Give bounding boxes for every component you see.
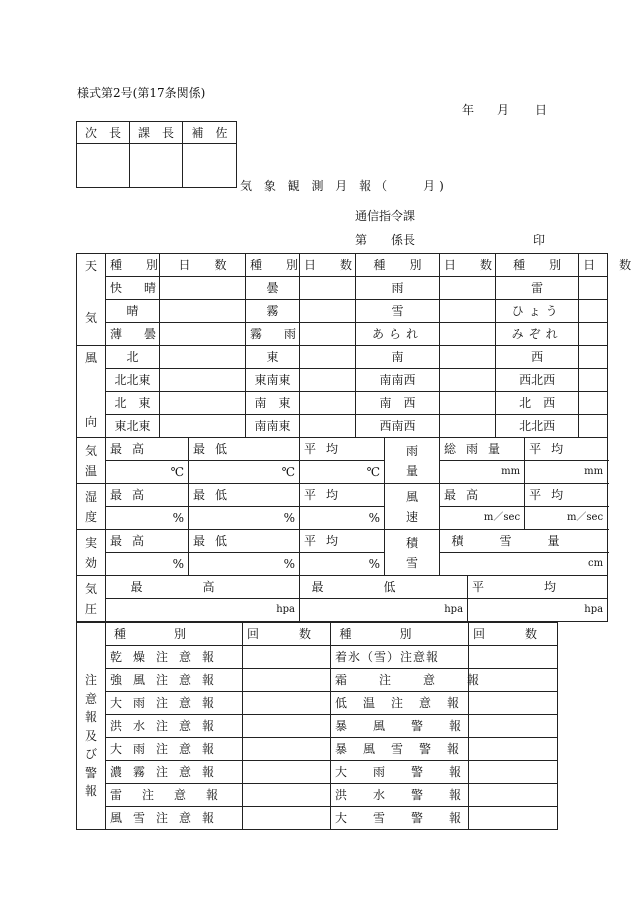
approval-stamp-box[interactable] xyxy=(130,144,183,188)
wind-direction: 南南東 xyxy=(246,415,300,438)
humidity-avg-label: 平均 xyxy=(300,484,385,507)
approval-stamp-table xyxy=(76,121,237,188)
label-char: 雨 xyxy=(406,443,419,458)
pressure-section-label xyxy=(77,576,106,622)
days-cell[interactable] xyxy=(579,415,608,438)
chief-label: 第 係長 xyxy=(355,233,416,247)
warning-type: 大雨注意報 xyxy=(106,738,243,761)
days-cell[interactable] xyxy=(160,369,246,392)
humidity-avg-value[interactable]: % xyxy=(300,507,385,530)
days-cell[interactable] xyxy=(579,346,608,369)
warning-type: 着氷（雪）注意報 xyxy=(331,646,469,669)
temp-min-label: 最低 xyxy=(189,438,300,461)
rain-total-label: 総雨量 xyxy=(440,438,525,461)
wind-direction: 北 東 xyxy=(106,392,160,415)
warning-type: 暴風警報 xyxy=(331,715,469,738)
wind-direction: 南 東 xyxy=(246,392,300,415)
rain-avg-value[interactable]: mm xyxy=(525,461,608,484)
weather-kind: 霧 xyxy=(246,300,300,323)
warnings-section-label xyxy=(77,623,106,830)
label-char: 気 xyxy=(84,443,97,458)
wind-direction: 南 西 xyxy=(356,392,440,415)
rain-total-value[interactable]: mm xyxy=(440,461,525,484)
humidity-min-label: 最低 xyxy=(189,484,300,507)
humidity-max-value[interactable]: % xyxy=(106,507,189,530)
eff-max-label: 最高 xyxy=(106,530,189,553)
days-cell[interactable] xyxy=(579,277,608,300)
days-cell[interactable] xyxy=(579,369,608,392)
days-cell[interactable] xyxy=(160,415,246,438)
weather-kind: 快 晴 xyxy=(106,277,160,300)
weather-section-label xyxy=(77,254,106,346)
count-cell[interactable] xyxy=(243,738,331,761)
warning-type: 洪水注意報 xyxy=(106,715,243,738)
pressure-avg-value[interactable]: hpa xyxy=(468,599,608,622)
label-char: 気 xyxy=(84,581,97,596)
windspeed-avg-label: 平均 xyxy=(525,484,608,507)
form-number: 様式第2号(第17条関係) xyxy=(77,86,206,100)
weather-kind: 曇 xyxy=(246,277,300,300)
date-year: 年 xyxy=(462,103,475,117)
warning-type: 大雪警報 xyxy=(331,807,469,830)
date-month: 月 xyxy=(497,103,510,117)
label-char: 湿 xyxy=(84,489,97,504)
label-char: 効 xyxy=(84,555,97,570)
eff-avg-label: 平均 xyxy=(300,530,385,553)
count-cell[interactable] xyxy=(243,646,331,669)
days-cell[interactable] xyxy=(160,346,246,369)
warning-type: 大雨注意報 xyxy=(106,692,243,715)
label-char: 実 xyxy=(84,535,97,550)
column-header-kind: 種 別 xyxy=(496,254,579,277)
days-cell[interactable] xyxy=(160,300,246,323)
column-header-days: 日 数 xyxy=(300,254,356,277)
column-header-count: 回数 xyxy=(469,623,558,646)
humidity-section-label xyxy=(77,484,106,530)
approval-stamp-box[interactable] xyxy=(77,144,130,188)
label-char: 積 xyxy=(406,535,419,550)
count-cell[interactable] xyxy=(243,669,331,692)
days-cell[interactable] xyxy=(160,277,246,300)
label-char: 風 xyxy=(406,489,419,504)
column-header-days: 日 数 xyxy=(440,254,496,277)
eff-min-label: 最低 xyxy=(189,530,300,553)
wind-section-label xyxy=(77,346,106,438)
days-cell[interactable] xyxy=(300,300,356,323)
pressure-min-label: 最低 xyxy=(300,576,468,599)
pressure-avg-label: 平均 xyxy=(468,576,608,599)
windspeed-max-label: 最高 xyxy=(440,484,525,507)
pressure-max-label: 最高 xyxy=(106,576,300,599)
rain-avg-label: 平均 xyxy=(525,438,608,461)
wind-label-char: 向 xyxy=(84,415,97,429)
approval-stamp-box[interactable] xyxy=(183,144,237,188)
days-cell[interactable] xyxy=(440,323,496,346)
column-header-kind: 種 別 xyxy=(106,254,160,277)
eff-min-value[interactable]: % xyxy=(189,553,300,576)
days-cell[interactable] xyxy=(300,392,356,415)
temp-max-label: 最高 xyxy=(106,438,189,461)
warnings-table xyxy=(76,622,578,830)
label-char: 圧 xyxy=(84,601,97,616)
wind-direction: 北 xyxy=(106,346,160,369)
wind-direction: 南 xyxy=(356,346,440,369)
column-header-kind: 種別 xyxy=(106,623,243,646)
column-header-days: 日 数 xyxy=(579,254,608,277)
weather-label-char: 天 xyxy=(84,259,97,273)
days-cell[interactable] xyxy=(440,277,496,300)
column-header-kind: 種 別 xyxy=(356,254,440,277)
wind-direction: 西 xyxy=(496,346,579,369)
count-cell[interactable] xyxy=(243,692,331,715)
page-title: 気 象 観 測 月 報（ 月) xyxy=(240,179,448,193)
days-cell[interactable] xyxy=(579,392,608,415)
days-cell[interactable] xyxy=(440,346,496,369)
days-cell[interactable] xyxy=(300,415,356,438)
rain-section-label xyxy=(385,438,440,484)
observation-table xyxy=(76,253,631,622)
days-cell[interactable] xyxy=(440,369,496,392)
eff-avg-value[interactable]: % xyxy=(300,553,385,576)
warning-type: 洪水警報 xyxy=(331,784,469,807)
effective-humidity-section-label xyxy=(77,530,106,576)
wind-direction: 西北西 xyxy=(496,369,579,392)
weather-kind: 霧 雨 xyxy=(246,323,300,346)
weather-kind: 晴 xyxy=(106,300,160,323)
warning-type: 雷注意報 xyxy=(106,784,243,807)
wind-direction: 南南西 xyxy=(356,369,440,392)
column-header-count: 回数 xyxy=(243,623,331,646)
wind-direction: 北北東 xyxy=(106,369,160,392)
days-cell[interactable] xyxy=(579,323,608,346)
count-cell[interactable] xyxy=(469,692,558,715)
warning-type: 濃霧注意報 xyxy=(106,761,243,784)
wind-direction: 西南西 xyxy=(356,415,440,438)
temp-max-value[interactable]: ℃ xyxy=(106,461,189,484)
wind-direction: 東 xyxy=(246,346,300,369)
snow-section-label xyxy=(385,530,440,576)
count-cell[interactable] xyxy=(243,761,331,784)
warning-type: 風雪注意報 xyxy=(106,807,243,830)
column-header-days: 日 数 xyxy=(160,254,246,277)
wind-direction: 北 西 xyxy=(496,392,579,415)
label-char: 雪 xyxy=(406,555,419,570)
temp-section-label xyxy=(77,438,106,484)
label-char: 量 xyxy=(406,463,419,478)
warning-type: 乾燥注意報 xyxy=(106,646,243,669)
humidity-max-label: 最高 xyxy=(106,484,189,507)
seal-mark: 印 xyxy=(533,233,546,247)
days-cell[interactable] xyxy=(440,392,496,415)
pressure-max-value[interactable]: hpa xyxy=(106,599,300,622)
days-cell[interactable] xyxy=(300,346,356,369)
humidity-min-value[interactable]: % xyxy=(189,507,300,530)
weather-kind: 雨 xyxy=(356,277,440,300)
count-cell[interactable] xyxy=(243,807,331,830)
column-header-kind: 種別 xyxy=(331,623,469,646)
date-day: 日 xyxy=(535,103,548,117)
days-cell[interactable] xyxy=(440,415,496,438)
eff-max-value[interactable]: % xyxy=(106,553,189,576)
days-cell[interactable] xyxy=(300,369,356,392)
weather-kind: 薄 曇 xyxy=(106,323,160,346)
approval-label: 補 佐 xyxy=(183,122,237,144)
snow-total-value[interactable]: cm xyxy=(440,553,608,576)
days-cell[interactable] xyxy=(579,300,608,323)
count-cell[interactable] xyxy=(243,784,331,807)
weather-kind: みぞれ xyxy=(496,323,579,346)
count-cell[interactable] xyxy=(469,738,558,761)
windspeed-avg-value[interactable]: m／sec xyxy=(525,507,608,530)
warning-type: 暴風雪警報 xyxy=(331,738,469,761)
label-char: 速 xyxy=(406,509,419,524)
weather-label-char: 気 xyxy=(84,311,97,325)
temp-avg-value[interactable]: ℃ xyxy=(300,461,385,484)
pressure-min-value[interactable]: hpa xyxy=(300,599,468,622)
approval-label: 次 長 xyxy=(77,122,130,144)
label-char: 温 xyxy=(84,463,97,478)
weather-kind: 雷 xyxy=(496,277,579,300)
label-char: 度 xyxy=(84,509,97,524)
warning-type: 低温注意報 xyxy=(331,692,469,715)
days-cell[interactable] xyxy=(300,323,356,346)
warnings-label-text: 注意報及び警報 xyxy=(85,672,98,799)
temp-min-value[interactable]: ℃ xyxy=(189,461,300,484)
warning-type: 強風注意報 xyxy=(106,669,243,692)
windspeed-max-value[interactable]: m／sec xyxy=(440,507,525,530)
count-cell[interactable] xyxy=(243,715,331,738)
weather-kind: ひょう xyxy=(496,300,579,323)
department: 通信指令課 xyxy=(355,209,416,223)
days-cell[interactable] xyxy=(440,300,496,323)
temp-avg-label: 平均 xyxy=(300,438,385,461)
weather-kind: あられ xyxy=(356,323,440,346)
wind-direction: 北北西 xyxy=(496,415,579,438)
count-cell[interactable] xyxy=(469,646,558,669)
windspeed-section-label xyxy=(385,484,440,530)
approval-label: 課 長 xyxy=(130,122,183,144)
snow-total-label: 積雪量 xyxy=(440,530,608,553)
weather-kind: 雪 xyxy=(356,300,440,323)
warning-type: 大雨警報 xyxy=(331,761,469,784)
wind-direction: 東南東 xyxy=(246,369,300,392)
days-cell[interactable] xyxy=(160,323,246,346)
wind-direction: 東北東 xyxy=(106,415,160,438)
warning-type: 霜注意報 xyxy=(331,669,469,692)
wind-label-char: 風 xyxy=(84,351,97,365)
column-header-kind: 種 別 xyxy=(246,254,300,277)
days-cell[interactable] xyxy=(160,392,246,415)
days-cell[interactable] xyxy=(300,277,356,300)
